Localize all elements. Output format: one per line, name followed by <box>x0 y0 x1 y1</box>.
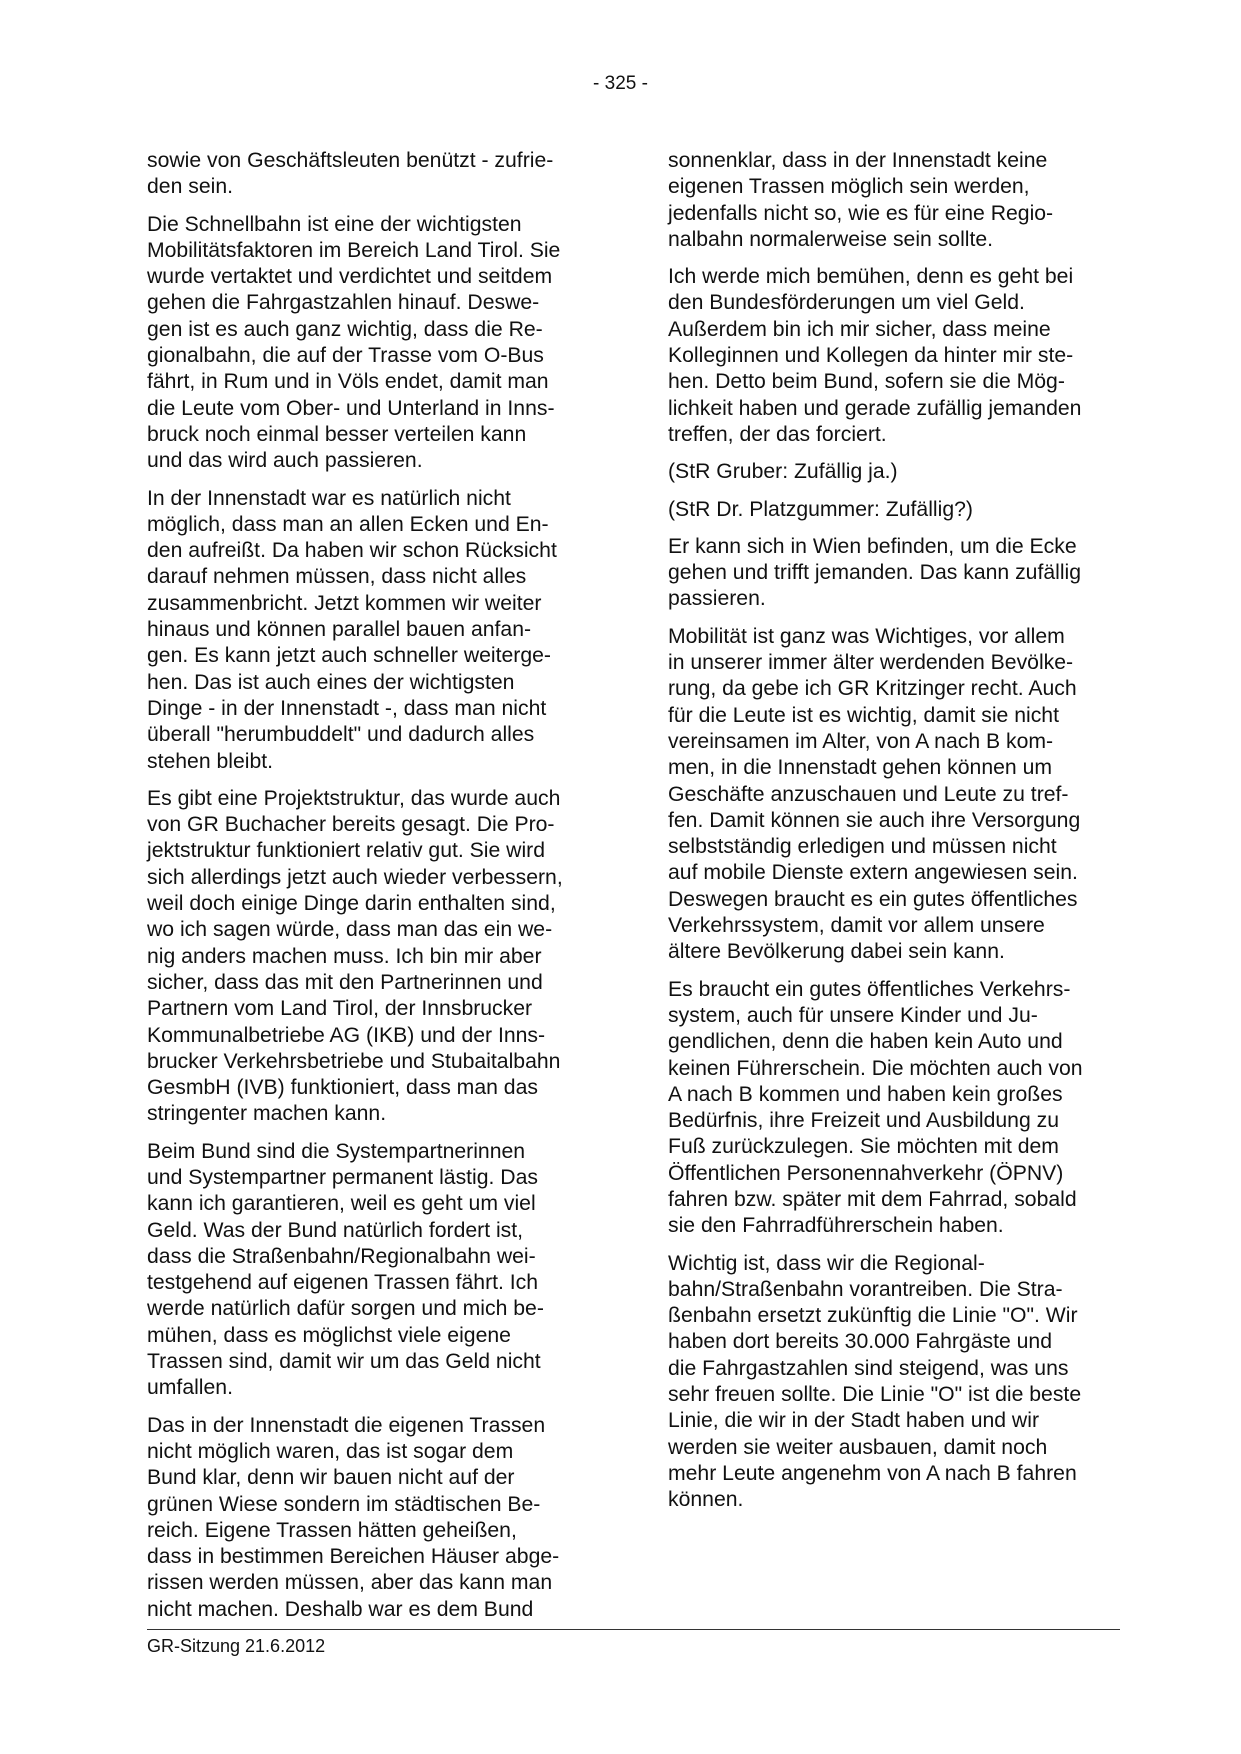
paragraph: Wichtig ist, dass wir die Regional- bahn/Straßenbahn vorantreiben. Die Stra- ßenbahn ersetzt zukünftig die Linie "O". Wir haben dort bereits 30.000 Fahrgäste und die Fahrgastzahlen sind steigend, was uns sehr freuen sollte. Die Linie "O" ist die beste Linie, die wir in der Stadt haben und wir werden sie weiter ausbauen, damit noch mehr Leute angenehm von A nach B fahren können. <box>668 1251 1082 1512</box>
right-column <box>668 148 1128 1525</box>
paragraph: sonnenklar, dass in der Innenstadt keine eigenen Trassen möglich sein werden, jedenfalls nicht so, wie es für eine Regio- nalbahn normalerweise sein sollte. <box>668 149 1054 251</box>
page-number: - 325 - <box>593 73 648 94</box>
paragraph: Die Schnellbahn ist eine der wichtigsten Mobilitätsfaktoren im Bereich Land Tirol. Sie wurde vertaktet und verdichtet und seitdem gehen die Fahrgastzahlen hinauf. Deswe- gen ist es auch ganz wichtig, dass die Re- gionalbahn, die auf der Trasse vom O-Bus fährt, in Rum und in Völs endet, damit man die Leute vom Ober- und Unterland in Inns- bruck noch einmal besser verteilen kann und das wird auch passieren. <box>147 212 561 473</box>
footer-divider <box>147 1629 1120 1630</box>
footer-session-date: GR-Sitzung 21.6.2012 <box>147 1636 326 1656</box>
paragraph: Mobilität ist ganz was Wichtiges, vor allem in unserer immer älter werdenden Bevölke- rung, da gebe ich GR Kritzinger recht. Auch für die Leute ist es wichtig, damit sie nicht vereinsamen im Alter, von A nach B kom- men, in die Innenstadt gehen können um Geschäfte anzuschauen und Leute zu tref- fen. Damit können sie auch ihre Versorgung selbstständig erledigen und müssen nicht auf mobile Dienste extern angewiesen sein. Deswegen braucht es ein gutes öffentliches Verkehrssystem, damit vor allem unsere ältere Bevölkerung dabei sein kann. <box>668 624 1081 964</box>
paragraph: Das in der Innenstadt die eigenen Trassen nicht möglich waren, das ist sogar dem Bund klar, denn wir bauen nicht auf der grünen Wiese sondern im städtischen Be- reich. Eigene Trassen hätten geheißen, dass in bestimmen Bereichen Häuser abge- rissen werden müssen, aber das kann man nicht machen. Deshalb war es dem Bund <box>147 1413 560 1621</box>
paragraph: Beim Bund sind die Systempartnerinnen und Systempartner permanent lästig. Das kann ich garantieren, weil es geht um viel Geld. Was der Bund natürlich fordert ist, dass die Straßenbahn/Regionalbahn wei- testgehend auf eigenen Trassen fährt. Ich werde natürlich dafür sorgen und mich be- mühen, dass es möglichst viele eigene Trassen sind, damit wir um das Geld nicht umfallen. <box>147 1139 544 1400</box>
paragraph: In der Innenstadt war es natürlich nicht möglich, dass man an allen Ecken und En- den aufreißt. Da haben wir schon Rücksicht darauf nehmen müssen, dass nicht alles zusammenbricht. Jetzt kommen wir weiter hinaus und können parallel bauen anfan- gen. Es kann jetzt auch schneller weiterge- hen. Das ist auch eines der wichtigsten Dinge - in der Innenstadt -, dass man nicht überall "herumbuddelt" und dadurch alles stehen bleibt. <box>147 486 557 773</box>
paragraph: Es gibt eine Projektstruktur, das wurde auch von GR Buchacher bereits gesagt. Die Pro- jektstruktur funktioniert relativ gut. Sie wird sich allerdings jetzt auch wieder verbessern, weil doch einige Dinge darin enthalten sind, wo ich sagen würde, dass man das ein we- nig anders machen muss. Ich bin mir aber sicher, dass das mit den Partnerinnen und Partnern vom Land Tirol, der Innsbrucker Kommunalbetriebe AG (IKB) und der Inns- brucker Verkehrsbetriebe und Stubaitalbahn GesmbH (IVB) funktioniert, dass man das stringenter machen kann. <box>147 786 563 1126</box>
interjection: (StR Dr. Platzgummer: Zufällig?) <box>668 497 973 521</box>
left-column <box>147 148 607 1634</box>
paragraph: Ich werde mich bemühen, denn es geht bei den Bundesförderungen um viel Geld. Außerdem bin ich mir sicher, dass meine Kolleginnen und Kollegen da hinter mir ste- hen. Detto beim Bund, sofern sie die Mög- lichkeit haben und gerade zufällig jemanden treffen, der das forciert. <box>668 265 1082 446</box>
paragraph: sowie von Geschäftsleuten benützt - zufrie- den sein. <box>147 149 554 199</box>
interjection: (StR Gruber: Zufällig ja.) <box>668 460 898 484</box>
paragraph: Es braucht ein gutes öffentliches Verkehrs- system, auch für unsere Kinder und Ju- gendlichen, denn die haben kein Auto und keinen Führerschein. Die möchten auch von A nach B kommen und haben kein großes Bedürfnis, ihre Freizeit und Ausbildung zu Fuß zurückzulegen. Sie möchten mit dem Öffentlichen Personennahverkehr (ÖPNV) fahren bzw. später mit dem Fahrrad, sobald sie den Fahrradführerschein haben. <box>668 977 1083 1238</box>
paragraph: Er kann sich in Wien befinden, um die Ecke gehen und trifft jemanden. Das kann zufällig passieren. <box>668 534 1082 611</box>
